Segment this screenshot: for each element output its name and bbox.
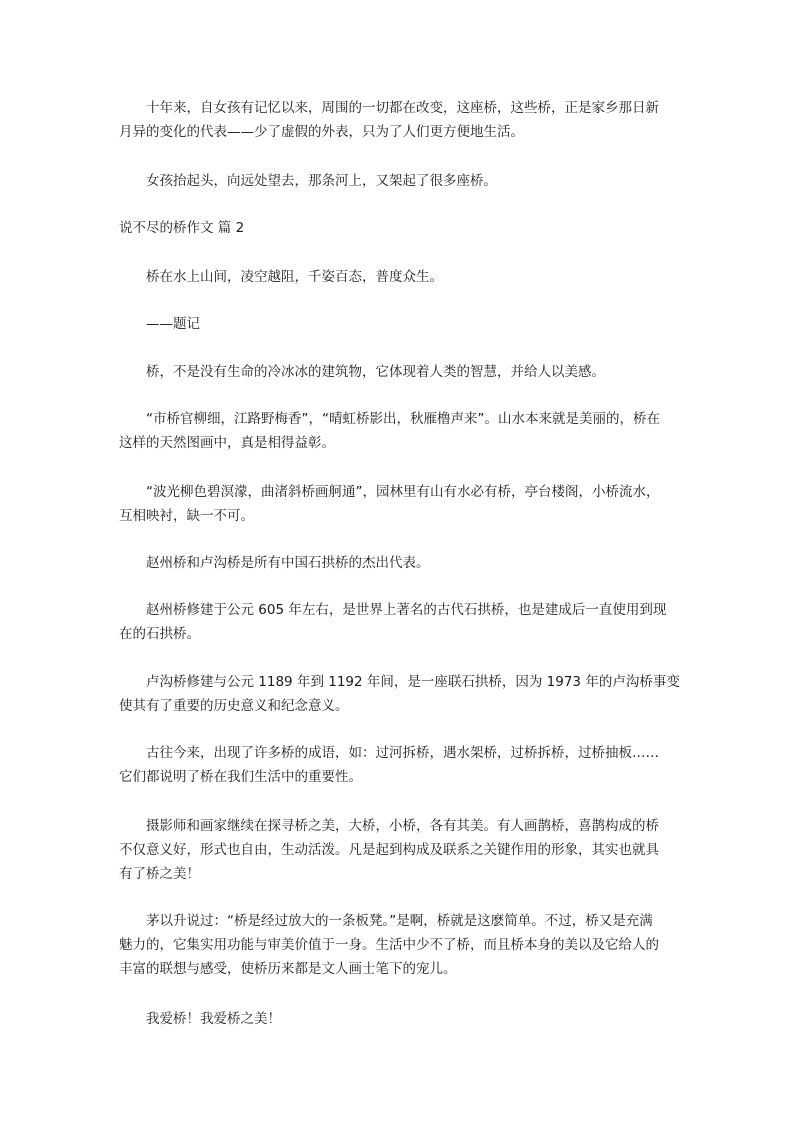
text-line: 不仅意义好，形式也自由，生动活泼。凡是起到构成及联系之关键作用的形象，其实也就具 (119, 842, 659, 858)
text-line: 桥在水上山间，凌空越阻，千姿百态，普度众生。 (146, 269, 443, 285)
text-line: 使其有了重要的历史意义和纪念意义。 (119, 698, 349, 714)
text-line: 这样的天然图画中，真是相得益彰。 (119, 435, 335, 451)
text-line: 月异的变化的代表——少了虚假的外表，只为了人们更方便地生活。 (119, 124, 524, 140)
text-line: 赵州桥修建于公元 605 年左右，是世界上著名的古代石拱桥，也是建成后一直使用到现 (146, 602, 667, 618)
text-line: 丰富的联想与感受，使桥历来都是文人画士笔下的宠儿。 (119, 961, 457, 977)
paragraph-1 (119, 96, 683, 144)
paragraph-7 (119, 480, 683, 528)
paragraph-5 (119, 360, 683, 384)
text-line: 它们都说明了桥在我们生活中的重要性。 (119, 769, 362, 785)
text-line: 摄影师和画家继续在探寻桥之美，大桥，小桥，各有其美。有人画鹊桥，喜鹊构成的桥 (146, 818, 659, 834)
text-line: 互相映衬，缺一不可。 (119, 508, 254, 524)
paragraph-11 (119, 741, 683, 789)
paragraph-6 (119, 407, 683, 455)
paragraph-2 (119, 169, 683, 193)
text-line: 十年来，自女孩有记忆以来，周围的一切都在改变，这座桥，这些桥，正是家乡那日新 (146, 100, 659, 116)
text-line: 桥，不是没有生命的冷冰冰的建筑物，它体现着人类的智慧，并给人以美感。 (146, 364, 605, 380)
paragraph-8 (119, 551, 683, 575)
section-heading: 说不尽的桥作文 篇 2 (119, 220, 245, 236)
paragraph-3 (119, 265, 683, 289)
text-line: “市桥官柳细，江路野梅香”，“晴虹桥影出，秋雁橹声来”。山水本来就是美丽的，桥在 (146, 411, 660, 427)
paragraph-epigraph-note (119, 312, 683, 336)
text-line: 古往今来，出现了许多桥的成语，如：过河拆桥，遇水架桥，过桥拆桥，过桥抽板…… (146, 745, 659, 761)
text-line: 卢沟桥修建与公元 1189 年到 1192 年间，是一座联石拱桥，因为 1973 年的卢沟桥事变 (146, 674, 680, 690)
text-line: 魅力的，它集实用功能与审美价值于一身。生活中少不了桥，而且桥本身的美以及它给人的 (119, 937, 659, 953)
paragraph-13 (119, 909, 683, 981)
text-line: 在的石拱桥。 (119, 626, 200, 642)
paragraph-14 (119, 1007, 683, 1031)
paragraph-12 (119, 814, 683, 886)
text-line: “波光柳色碧溟濛，曲渚斜桥画舸通”，园林里有山有水必有桥，亭台楼阁，小桥流水， (146, 484, 660, 500)
paragraph-10 (119, 670, 683, 718)
text-line: 茅以升说过：“桥是经过放大的一条板凳。”是啊，桥就是这麽简单。不过，桥又是充满 (146, 913, 653, 929)
text-line: 我爱桥！我爱桥之美！ (146, 1011, 281, 1027)
text-line: 赵州桥和卢沟桥是所有中国石拱桥的杰出代表。 (146, 555, 430, 571)
text-line: 有了桥之美！ (119, 866, 200, 882)
text-line: 女孩抬起头，向远处望去，那条河上，又架起了很多座桥。 (146, 173, 497, 189)
paragraph-9 (119, 598, 683, 646)
text-line: ——题记 (146, 316, 200, 332)
